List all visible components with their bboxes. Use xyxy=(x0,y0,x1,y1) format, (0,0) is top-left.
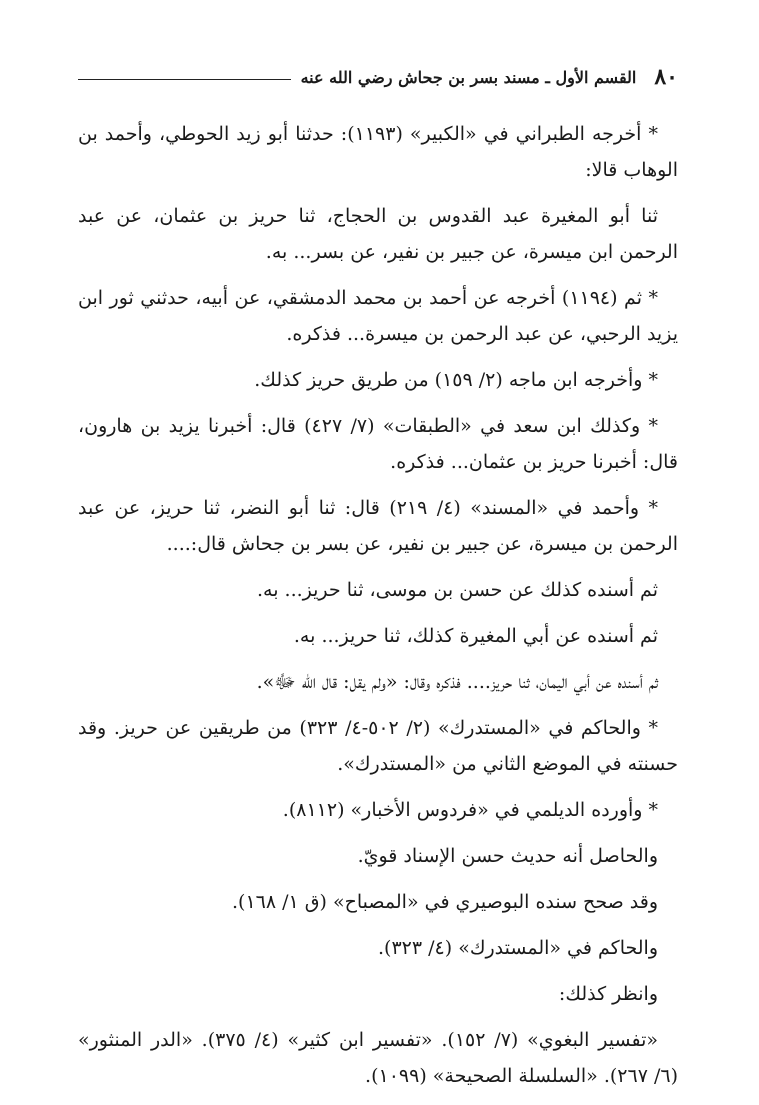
paragraph-ahmad: * وأحمد في «المسند» (٤/ ٢١٩) قال: ثنا أبو النضر، ثنا حريز، عن عبد الرحمن بن ميسرة، عن جبير بن نفير، عن بسر بن جحاش قال:.... xyxy=(78,497,678,555)
paragraph-see-also: وانظر كذلك: xyxy=(558,983,658,1005)
page-header xyxy=(78,62,678,92)
paragraph-ibn-saad: * وكذلك ابن سعد في «الطبقات» (٧/ ٤٢٧) قال: أخبرنا يزيد بن هارون، قال: أخبرنا حريز بن عثمان... فذكره. xyxy=(78,415,678,473)
paragraph-hakim-mustadrak: والحاكم في «المستدرك» (٤/ ٣٢٣). xyxy=(378,937,658,959)
paragraph-references: «تفسير البغوي» (٧/ ١٥٢). «تفسير ابن كثير» (٤/ ٣٧٥). «الدر المنثور» (٦/ ٢٦٧). «السلسلة الصحيحة» (١٠٩٩). xyxy=(78,1029,678,1087)
paragraph-ibn-majah: * وأخرجه ابن ماجه (٢/ ١٥٩) من طريق حريز كذلك. xyxy=(254,369,658,391)
running-title: القسم الأول ـ مسند بسر بن جحاش رضي الله عنه xyxy=(300,67,637,87)
paragraph-hasan-ibn-musa: ثم أسنده كذلك عن حسن بن موسى، ثنا حريز... به. xyxy=(256,579,658,601)
paragraph-hakim: * والحاكم في «المستدرك» (٢/ ٥٠٢-٤/ ٣٢٣) من طريقين عن حريز. وقد حسنته في الموضع الثاني من «المستدرك». xyxy=(78,717,678,775)
paragraph-daylami: * وأورده الديلمي في «فردوس الأخبار» (٨١١٢). xyxy=(282,799,658,821)
page-number: ٨٠ xyxy=(654,64,678,90)
paragraph-second-chain: * ثم (١١٩٤) أخرجه عن أحمد بن محمد الدمشقي، عن أبيه، حدثني ثور ابن يزيد الرحبي، عن عبد الرحمن بن ميسرة... فذكره. xyxy=(78,287,678,345)
paragraph-busiri: وقد صحح سنده البوصيري في «المصباح» (ق ١/ ١٦٨). xyxy=(232,891,658,913)
page-body xyxy=(78,116,678,1104)
paragraph-chain-abu-mughira: ثنا أبو المغيرة عبد القدوس بن الحجاج، ثنا حريز بن عثمان، عن عبد الرحمن ابن ميسرة، عن جبير بن نفير، عن بسر... به. xyxy=(78,205,678,263)
paragraph-conclusion: والحاصل أنه حديث حسن الإسناد قويّ. xyxy=(357,845,658,867)
paragraph-abu-mughira: ثم أسنده عن أبي المغيرة كذلك، ثنا حريز... به. xyxy=(293,625,658,647)
header-rule xyxy=(78,79,291,80)
paragraph-tabarani: * أخرجه الطبراني في «الكبير» (١١٩٣): حدثنا أبو زيد الحوطي، وأحمد بن الوهاب قالا: xyxy=(78,123,678,181)
paragraph-abu-yaman: ثم أسنده عن أبي اليمان، ثنا حريز.... فذكره وقال: «ولم يقل: قال الله ﷻ». xyxy=(256,671,658,693)
